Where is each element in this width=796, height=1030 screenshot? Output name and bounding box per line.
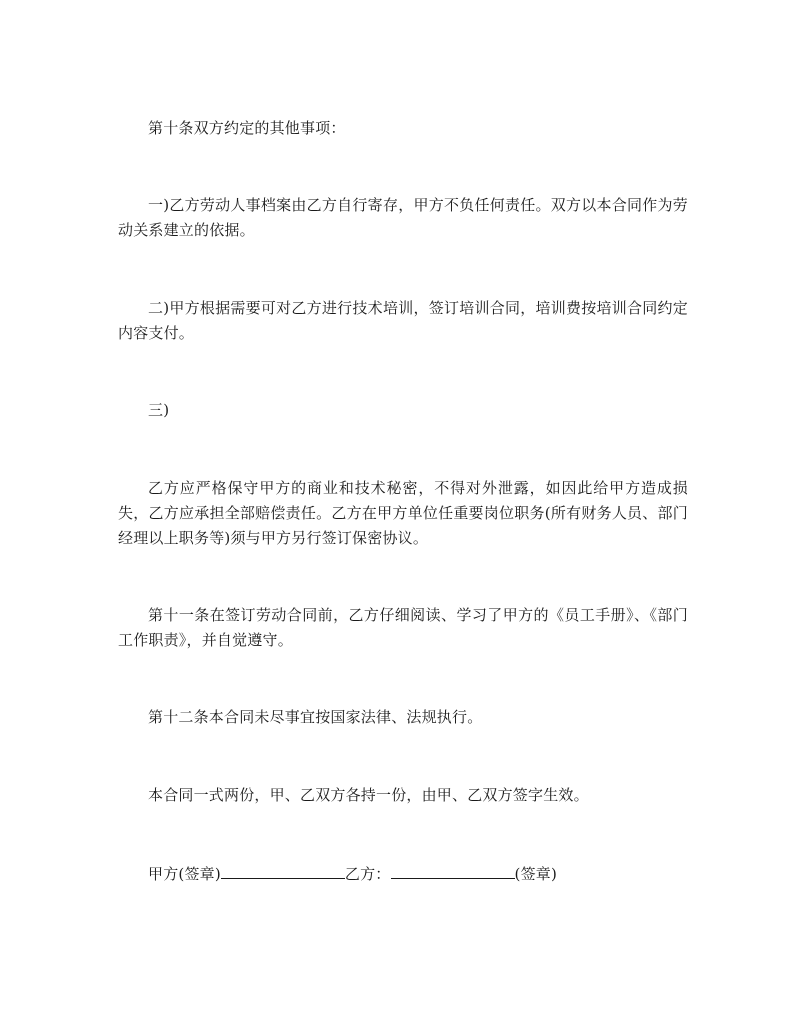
signature-line	[118, 861, 688, 887]
article-10-heading: 第十条双方约定的其他事项：	[148, 119, 346, 137]
article-12-paragraph: 第十二条本合同未尽事宜按国家法律、法规执行。	[148, 708, 483, 726]
party-a-label: 甲方(签章)	[148, 865, 221, 883]
copies-paragraph: 本合同一式两份，甲、乙双方各持一份，由甲、乙双方签字生效。	[148, 786, 589, 804]
clause-2-paragraph: 二)甲方根据需要可对乙方进行技术培训，签订培训合同，培训费按培训合同约定内容支付。	[118, 299, 688, 342]
party-a-signature-blank	[221, 861, 345, 879]
article-11-paragraph: 第十一条在签订劳动合同前，乙方仔细阅读、学习了甲方的《员工手册》、《部门工作职责》，并自觉遵守。	[118, 606, 688, 649]
clause-3-label: 三)	[148, 401, 170, 419]
clause-1-paragraph: 一)乙方劳动人事档案由乙方自行寄存，甲方不负任何责任。双方以本合同作为劳动关系建立的依据。	[118, 196, 688, 239]
party-b-seal-label: (签章)	[514, 865, 558, 883]
confidentiality-paragraph: 乙方应严格保守甲方的商业和技术秘密，不得对外泄露，如因此给甲方造成损失，乙方应承担全部赔偿责任。乙方在甲方单位任重要岗位职务(所有财务人员、部门经理以上职务等)须与甲方另行签订保密协议。	[118, 479, 688, 547]
party-b-signature-blank	[391, 861, 515, 879]
party-b-label: 乙方：	[344, 865, 391, 883]
